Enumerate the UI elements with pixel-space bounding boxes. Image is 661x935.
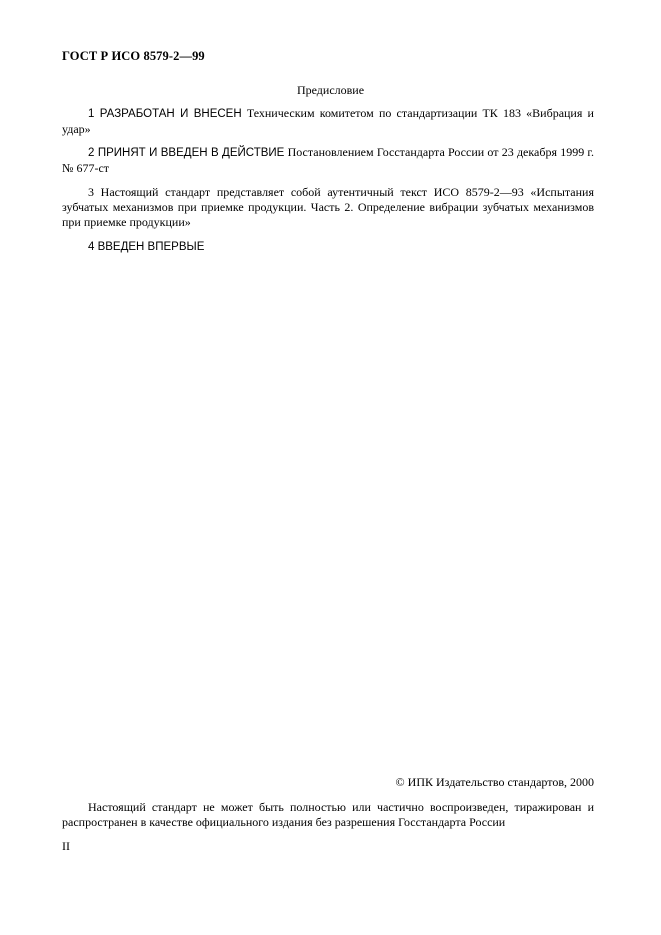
reproduction-notice: Настоящий стандарт не может быть полностью или частично воспроизведен, тиражирован и распространен в качестве официального издания без разрешения Госстандарта России bbox=[62, 800, 594, 829]
preface-item-1-lead: 1 РАЗРАБОТАН И ВНЕСЕН bbox=[88, 108, 242, 120]
preface-item-4 bbox=[62, 239, 594, 255]
page-number: II bbox=[62, 839, 70, 853]
preface-item-2-lead: 2 ПРИНЯТ И ВВЕДЕН В ДЕЙСТВИЕ bbox=[88, 147, 285, 159]
preface-item-3 bbox=[62, 185, 594, 230]
preface-item-1-text: Техническим комитетом по стандартизации ТК 183 «Вибрация и удар» bbox=[62, 106, 594, 136]
preface-item-3-text: 3 Настоящий стандарт представляет собой аутентичный текст ИСО 8579-2—93 «Испытания зубчатых механизмов при приемке продукции. Часть 2. Определение вибрации зубчатых механизмов при приемке продукции» bbox=[62, 185, 594, 229]
preface-title: Предисловие bbox=[296, 83, 365, 97]
standard-code: ГОСТ Р ИСО 8579-2—99 bbox=[62, 49, 205, 63]
preface-item-1 bbox=[62, 106, 594, 137]
preface-item-2-text: Постановлением Госстандарта России от 23 декабря 1999 г. № 677-ст bbox=[62, 145, 594, 175]
copyright-line: © ИПК Издательство стандартов, 2000 bbox=[395, 775, 594, 789]
preface-item-4-lead: 4 ВВЕДЕН ВПЕРВЫЕ bbox=[88, 241, 205, 253]
preface-item-2 bbox=[62, 145, 594, 176]
